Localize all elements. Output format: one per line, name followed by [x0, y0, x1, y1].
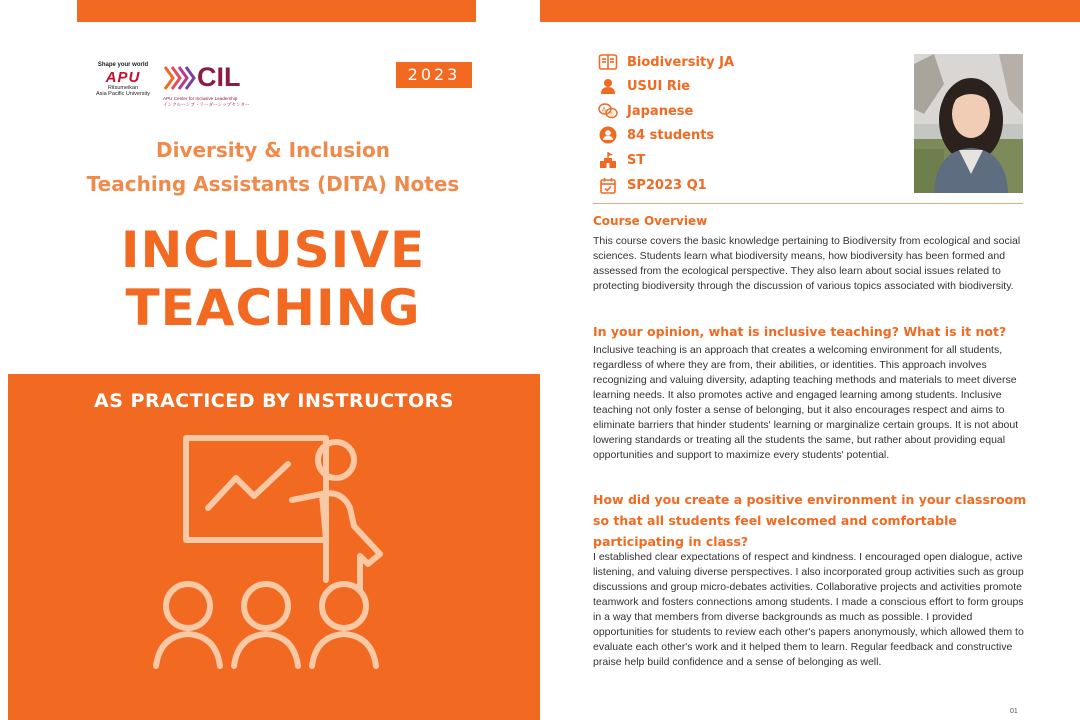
q2-body: I established clear expectations of respect and kindness. I encouraged open dialogue, active listening, and valuing diverse perspectives. I also incorporated group activities such as group discussions and group micro-debates activities. Collaborative projects and activities promote teamwork and fosters connections among students. I made a conscious effort to form groups in a way that members from diverse backgrounds as much as possible. I provided opportunities for students to review each other's papers anonymously, which allowed them to evaluate each other's work and it helped them to learn. Regular feedback and constructive praise help build confidence and a sense of belonging as well.	[593, 551, 1024, 668]
instructor-row	[598, 76, 690, 96]
course-name-row	[598, 52, 734, 72]
cover-orange-panel	[8, 374, 540, 720]
instructor-name: USUI Rie	[627, 78, 691, 94]
cil-sub-line2: インクルーシブ・リーダーシップセンター	[163, 101, 250, 107]
calendar-check-icon	[598, 175, 618, 195]
semester: SP2023 Q1	[627, 177, 707, 193]
year-badge: 2023	[396, 62, 472, 88]
instructor-photo	[914, 54, 1023, 193]
course-overview-body: This course covers the basic knowledge pertaining to Biodiversity from ecological and social sciences. Students learn what biodiversity means, how biodiversity has been formed and assessed from the ecological perspective. They also learn about social issues related to protecting biodiversity through the discussion of various topics associated with biodiversity.	[593, 235, 1021, 292]
subtitle-line1: Diversity & Inclusion	[155, 138, 390, 162]
cil-chevrons-icon	[163, 65, 197, 91]
svg-text:A: A	[602, 106, 607, 114]
svg-text:あ: あ	[609, 111, 615, 118]
apu-logo	[87, 62, 159, 97]
info-divider	[593, 203, 1023, 204]
q2-title: How did you create a positive environment in your classroom so that all students feel welcomed and comfortable participating in class?	[593, 492, 1027, 549]
page-number: 01	[1010, 708, 1018, 715]
q1-body: Inclusive teaching is an approach that creates a welcoming environment for all students, regardless of where they are from, their abilities, or identities. This approach involves recognizing and valuing diversity, adapting teaching methods and materials to meet diverse learning needs. It also promotes active and engaged learning among students. Inclusive teaching not only foster a sense of belonging, but it also encourages respect and aims to eliminate barriers that hinder students' learning or marginalize certain groups. It is not about lowering standards or treating all the students the same, but rather about providing equal opportunities and support to maximize every students' potential.	[593, 344, 1019, 461]
course-language: Japanese	[627, 103, 694, 119]
right-top-bar	[540, 0, 1080, 22]
apu-mark: APU	[105, 69, 141, 86]
left-top-bar	[77, 0, 476, 22]
school-building-icon	[598, 150, 618, 170]
apu-name-line2: Asia Pacific University	[95, 90, 151, 97]
cil-sub-line1: APU Center for Inclusive Leadership	[163, 96, 238, 101]
cil-logo	[163, 63, 249, 108]
language-bubbles-icon	[598, 101, 618, 121]
course-overview-title: Course Overview	[593, 214, 708, 228]
language-row	[598, 101, 693, 121]
college-row	[598, 150, 645, 170]
college-code: ST	[627, 152, 646, 168]
person-icon	[598, 76, 618, 96]
book-icon	[598, 52, 618, 72]
q1-title: In your opinion, what is inclusive teaching? What is it not?	[593, 324, 1007, 339]
students-icon	[598, 125, 618, 145]
main-title-line2: TEACHING	[125, 279, 421, 337]
main-title-line1: INCLUSIVE	[120, 221, 426, 279]
semester-row	[598, 175, 707, 195]
presentation-teacher-audience-icon	[146, 430, 428, 720]
apu-tagline: Shape your world	[97, 62, 149, 68]
course-name: Biodiversity JA	[627, 54, 735, 70]
students-row	[598, 125, 714, 145]
student-count: 84 students	[627, 127, 715, 143]
panel-heading: AS PRACTICED BY INSTRUCTORS	[94, 390, 454, 412]
cil-subtitle	[163, 96, 250, 107]
cil-mark: CIL	[197, 62, 241, 92]
apu-name-line1: Ritsumeikan	[107, 85, 139, 91]
subtitle-line2: Teaching Assistants (DITA) Notes	[86, 172, 460, 196]
